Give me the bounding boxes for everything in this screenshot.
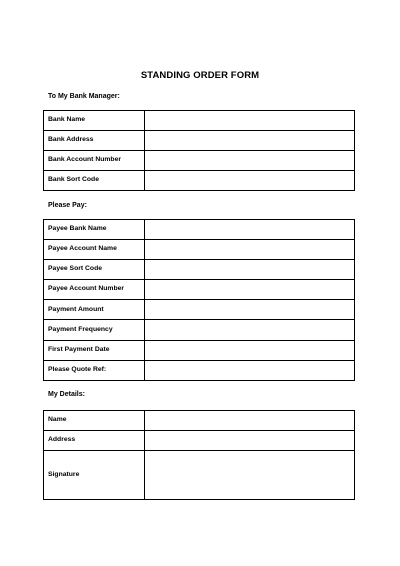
payment-amount-label: Payment Amount <box>44 300 145 320</box>
signature-field[interactable] <box>145 451 355 500</box>
table-row <box>44 280 355 300</box>
address-field[interactable] <box>145 431 355 451</box>
bank-name-label: Bank Name <box>44 111 145 131</box>
table-row <box>44 340 355 360</box>
table-row <box>44 360 355 380</box>
table-row <box>44 300 355 320</box>
table-row <box>44 451 355 500</box>
bank-address-field[interactable] <box>145 131 355 151</box>
bank-account-number-field[interactable] <box>145 151 355 171</box>
bank-manager-table <box>43 110 355 191</box>
table-row <box>44 171 355 191</box>
payment-amount-field[interactable] <box>145 300 355 320</box>
first-payment-date-label: First Payment Date <box>44 340 145 360</box>
table-row <box>44 131 355 151</box>
payee-account-name-label: Payee Account Name <box>44 240 145 260</box>
payee-bank-name-field[interactable] <box>145 220 355 240</box>
payee-sort-code-label: Payee Sort Code <box>44 260 145 280</box>
signature-label: Signature <box>44 451 145 500</box>
table-row <box>44 111 355 131</box>
table-row <box>44 260 355 280</box>
table-row <box>44 220 355 240</box>
section-heading-my-details: My Details: <box>48 391 85 398</box>
table-row <box>44 320 355 340</box>
section-heading-bank-manager: To My Bank Manager: <box>48 93 120 100</box>
payee-account-number-field[interactable] <box>145 280 355 300</box>
payee-bank-name-label: Payee Bank Name <box>44 220 145 240</box>
address-label: Address <box>44 431 145 451</box>
payment-frequency-label: Payment Frequency <box>44 320 145 340</box>
bank-address-label: Bank Address <box>44 131 145 151</box>
form-title: STANDING ORDER FORM <box>140 70 260 81</box>
payee-sort-code-field[interactable] <box>145 260 355 280</box>
name-field[interactable] <box>145 411 355 431</box>
bank-name-field[interactable] <box>145 111 355 131</box>
bank-sort-code-label: Bank Sort Code <box>44 171 145 191</box>
section-heading-please-pay: Please Pay: <box>48 202 87 209</box>
please-pay-table <box>43 219 355 381</box>
bank-sort-code-field[interactable] <box>145 171 355 191</box>
table-row <box>44 431 355 451</box>
quote-ref-label: Please Quote Ref: <box>44 360 145 380</box>
table-row <box>44 411 355 431</box>
payment-frequency-field[interactable] <box>145 320 355 340</box>
table-row <box>44 151 355 171</box>
table-row <box>44 240 355 260</box>
bank-account-number-label: Bank Account Number <box>44 151 145 171</box>
first-payment-date-field[interactable] <box>145 340 355 360</box>
payee-account-number-label: Payee Account Number <box>44 280 145 300</box>
name-label: Name <box>44 411 145 431</box>
payee-account-name-field[interactable] <box>145 240 355 260</box>
my-details-table <box>43 410 355 500</box>
quote-ref-field[interactable] <box>145 360 355 380</box>
